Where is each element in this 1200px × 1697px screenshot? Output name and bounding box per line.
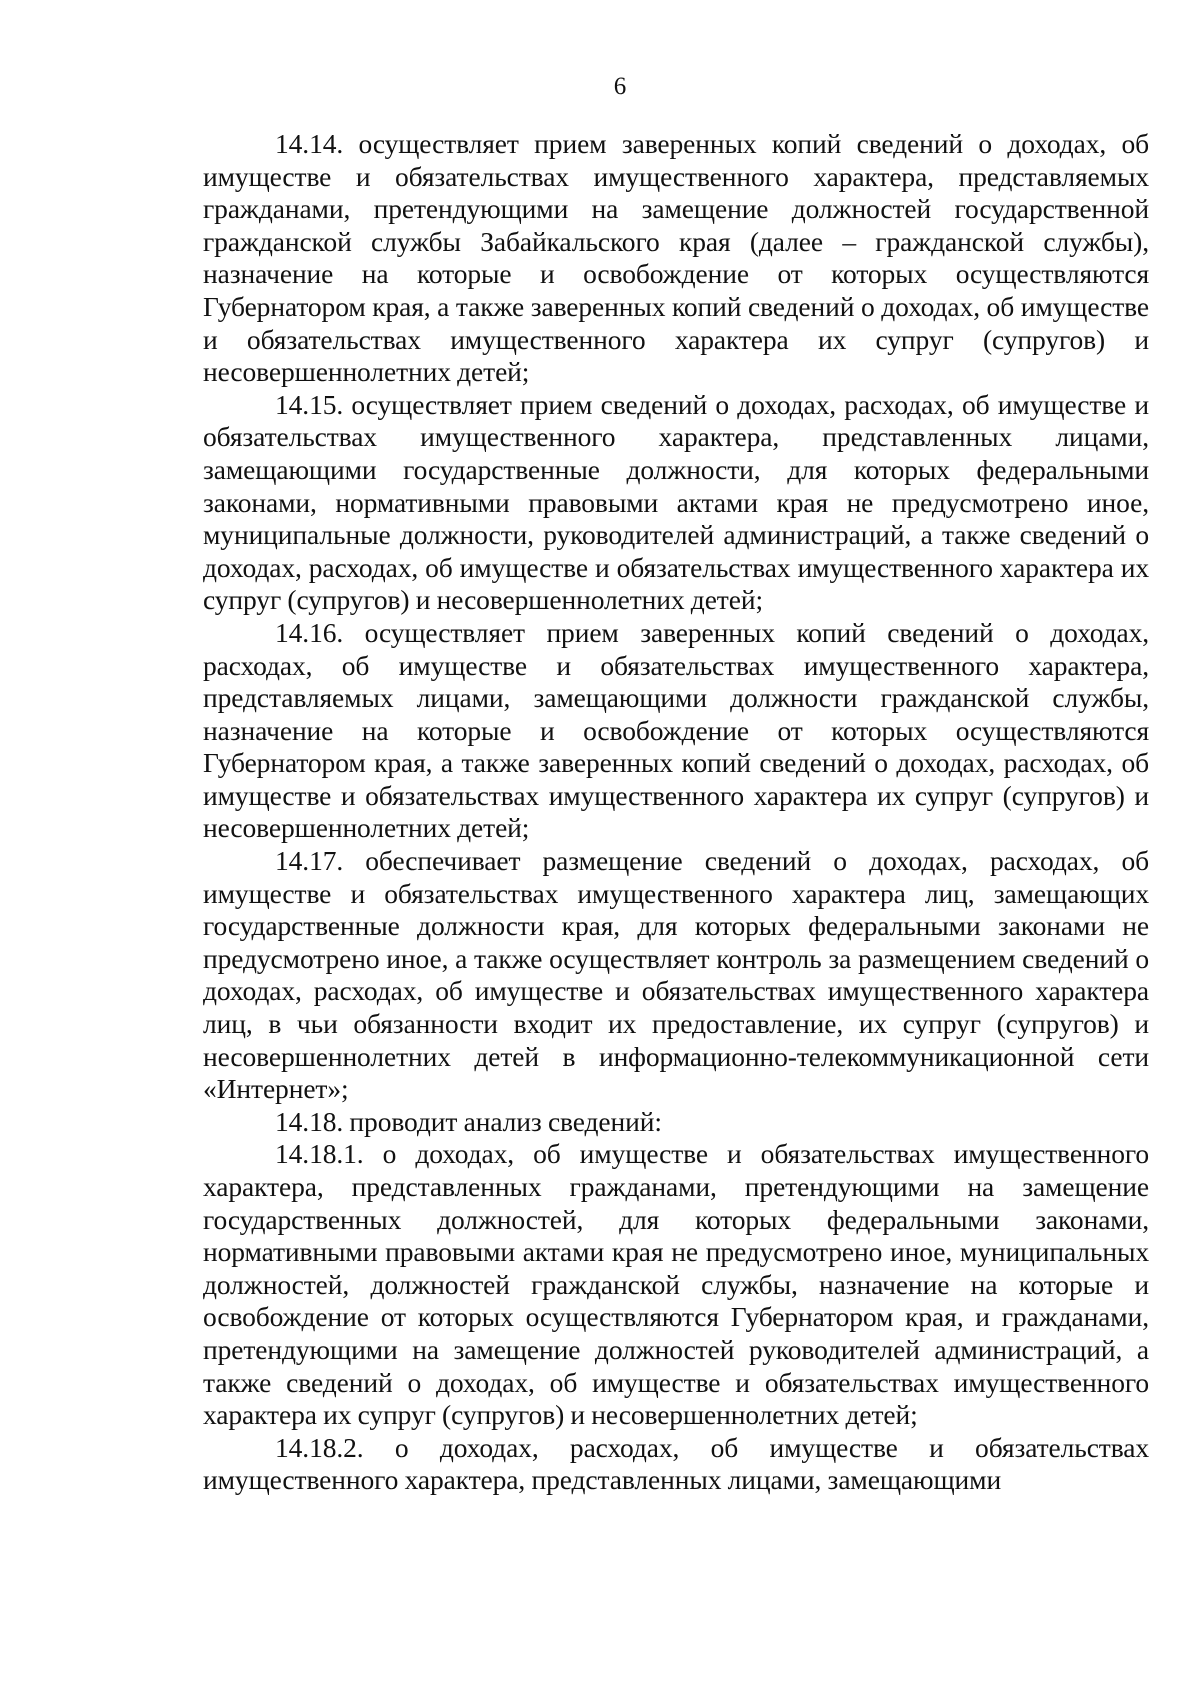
paragraph-14-14: 14.14. осуществляет прием заверенных копий сведений о доходах, об имуществе и обязательствах имущественного характера, представляемых гражданами, претендующими на замещение должностей государственной гражданской службы Забайкальского края (далее – гражданской службы), назначение на которые и освобождение от которых осуществляются Губернатором края, а также заверенных копий сведений о доходах, об имуществе и обязательствах имущественного характера их супруг (супругов) и несовершеннолетних детей;: [203, 128, 1149, 388]
page-number: 6: [613, 73, 627, 100]
paragraph-14-18: 14.18. проводит анализ сведений:: [275, 1105, 662, 1137]
paragraph-14-18-1: 14.18.1. о доходах, об имуществе и обязательствах имущественного характера, представленных гражданами, претендующими на замещение государственных должностей, для которых федеральными законами, нормативными правовыми актами края не предусмотрено иное, муниципальных должностей, должностей гражданской службы, назначение на которые и освобождение от которых осуществляются Губернатором края, и гражданами, претендующими на замещение должностей руководителей администраций, а также сведений о доходах, об имуществе и обязательствах имущественного характера их супруг (супругов) и несовершеннолетних детей;: [203, 1138, 1149, 1431]
document-body: [203, 128, 1149, 1497]
paragraph-14-17: 14.17. обеспечивает размещение сведений о доходах, расходах, об имуществе и обязательствах имущественного характера лиц, замещающих государственные должности края, для которых федеральными законами не предусмотрено иное, а также осуществляет контроль за размещением сведений о доходах, расходах, об имуществе и обязательствах имущественного характера лиц, в чьи обязанности входит их предоставление, их супруг (супругов) и несовершеннолетних детей в информационно-телекоммуникационной сети «Интернет»;: [203, 845, 1149, 1105]
paragraph-14-18-2: 14.18.2. о доходах, расходах, об имуществе и обязательствах имущественного характера, представленных лицами, замещающими: [203, 1431, 1149, 1496]
paragraph-14-16: 14.16. осуществляет прием заверенных копий сведений о доходах, расходах, об имуществе и обязательствах имущественного характера, представляемых лицами, замещающими должности гражданской службы, назначение на которые и освобождение от которых осуществляются Губернатором края, а также заверенных копий сведений о доходах, расходах, об имуществе и обязательствах имущественного характера их супруг (супругов) и несовершеннолетних детей;: [203, 616, 1149, 844]
paragraph-14-15: 14.15. осуществляет прием сведений о доходах, расходах, об имуществе и обязательствах имущественного характера, представленных лицами, замещающими государственные должности, для которых федеральными законами, нормативными правовыми актами края не предусмотрено иное, муниципальные должности, руководителей администраций, а также сведений о доходах, расходах, об имуществе и обязательствах имущественного характера их супруг (супругов) и несовершеннолетних детей;: [203, 388, 1149, 616]
